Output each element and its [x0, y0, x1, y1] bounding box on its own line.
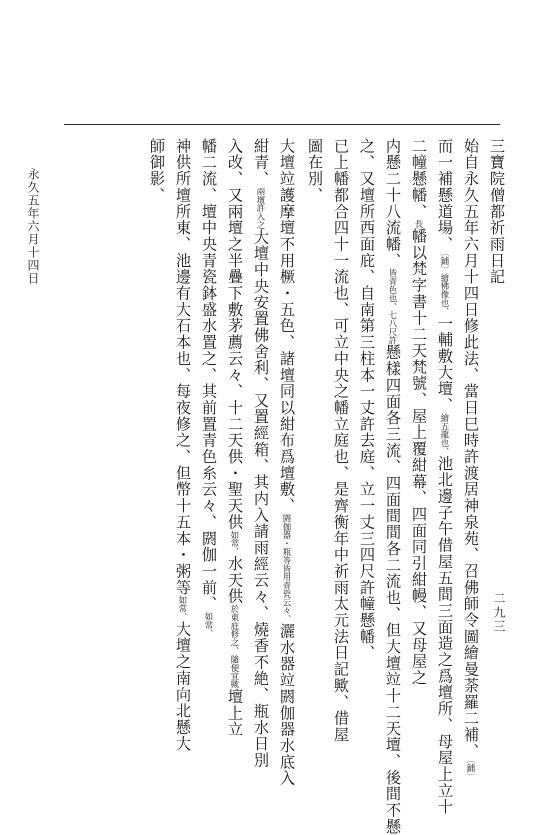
interlinear-note: 如常、 — [178, 595, 188, 621]
interlinear-note: 於東庇修之、隨便宜歟 — [230, 604, 240, 689]
interlinear-note: 長 — [414, 219, 424, 229]
text-column-9 — [250, 138, 271, 769]
main-text: 壇上立 — [226, 688, 244, 738]
interlinear-note: 繪五龍也、 — [440, 413, 450, 456]
main-text: 内懸二十八流幡、 — [384, 138, 402, 269]
text-column-12 — [172, 138, 193, 752]
main-text: 一輔敷大壇、 — [436, 315, 454, 414]
text-column-6: 已上幡都合四十一流也、可立中央之幡立庭也、是齊衡年中祈雨太元法日記歟、借屋 — [332, 138, 350, 743]
main-text: 幡二流、壇中央青瓷鉢盛水置之、其前置青色糸云々、閼伽一前、 — [200, 138, 218, 613]
running-head: 永久五年六月十四日 — [26, 168, 40, 285]
text-column-2 — [434, 138, 455, 815]
main-text: 紺青、 — [252, 138, 270, 188]
interlinear-note: 如常、 — [230, 530, 240, 556]
main-text: 大壇中央安置佛舍利、又置經箱、其内入請雨經云々、燒香不絶、瓶水日別 — [252, 229, 270, 769]
top-rule — [64, 124, 500, 125]
interlinear-note: 如常、 — [204, 612, 214, 638]
main-text: 水天供 — [226, 555, 244, 605]
main-text: 入改、又兩壇之半疊下敷茅薦云々、十二天供・聖天供 — [226, 138, 244, 531]
interlinear-note: 皆青色也、七八尺許 — [388, 268, 398, 345]
main-text: 懸樣四面各三流、四面間間各二流也、但大壇竝十二天壇、後間不懸 — [384, 344, 402, 835]
text-column-1 — [460, 138, 481, 780]
page-number: 二九三 — [492, 592, 506, 634]
text-column-8 — [276, 138, 297, 787]
text-column-7: 圖在別、 — [306, 138, 324, 204]
text-column-11 — [198, 138, 219, 637]
main-text: 始自永久五年六月十四日修此法、當日巳時許渡居神泉苑、召佛師令圖繪曼荼羅二補、 — [462, 138, 480, 760]
text-column-3 — [408, 138, 429, 686]
main-text: 大壇之南向北懸大 — [174, 620, 192, 752]
main-text: 而一補懸道場、 — [436, 138, 454, 253]
main-text: 幡以梵字書十二天梵號、屋上覆紺幕、四面同引紺幔、又母屋之 — [410, 228, 428, 686]
main-text: 池北邊子午借屋五間三面造之爲壇所、母屋上立十 — [436, 455, 454, 816]
main-text: 灑水器竝閼伽器水底入 — [278, 623, 296, 787]
text-column-4 — [382, 138, 403, 835]
main-text: 二幢懸幡、 — [410, 138, 428, 220]
main-text: 神供所壇所東、池邊有大石本也、每夜修之、但幣十五本・粥等 — [174, 138, 192, 596]
text-column-13: 師御影、 — [148, 138, 166, 204]
editorial-correction: 〔鋪〕 — [440, 252, 450, 274]
text-column-10 — [224, 138, 245, 738]
text-column-5: 之、又壇所西面庇、自南第三柱本一丈許去庭、立一丈三四尺許幢懸幡、 — [358, 138, 376, 662]
interlinear-note: 繪佛像也、 — [440, 273, 450, 316]
interlinear-note: 閼伽器・瓶等皆用青瓷云々、 — [282, 514, 292, 624]
document-title: 三寶院僧都祈雨日記 — [488, 138, 506, 286]
interlinear-note: 兩壇許入之 — [256, 187, 266, 230]
editorial-correction: 〔鋪〕 — [466, 759, 476, 781]
main-text: 大壇竝護摩壇不用橛・五色、諸壇同以紺布爲壇敷、 — [278, 138, 296, 515]
